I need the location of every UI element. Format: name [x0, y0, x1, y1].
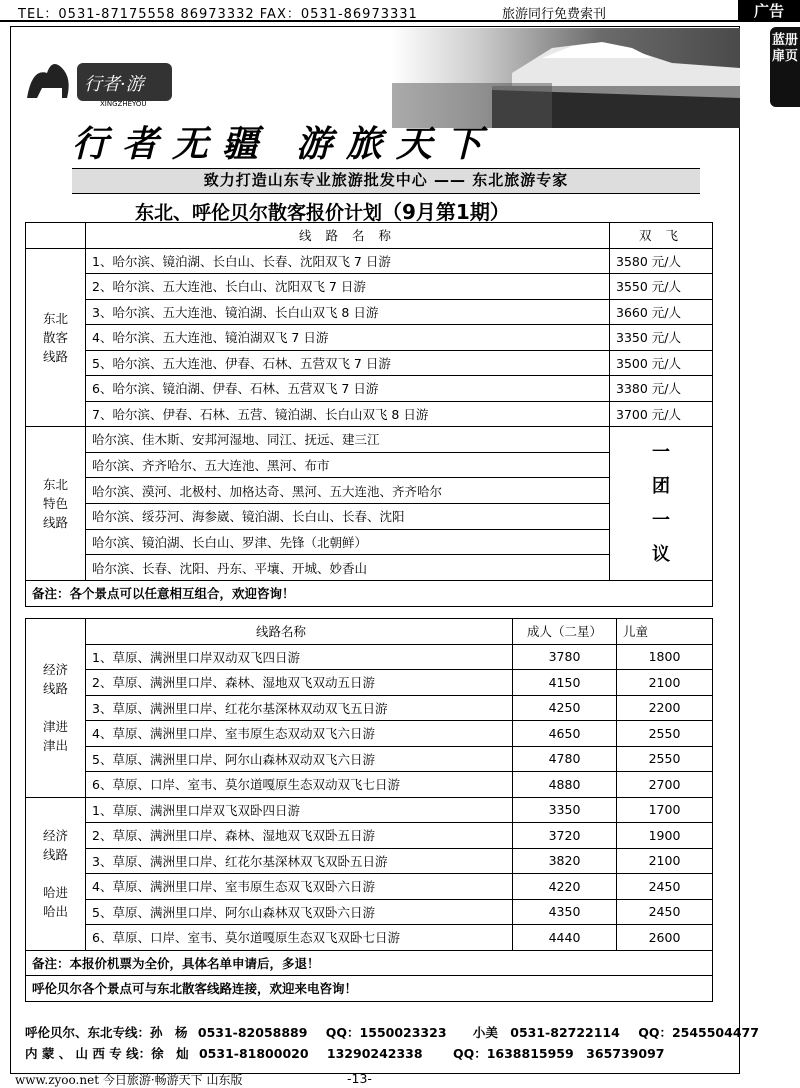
route-cell: 6、哈尔滨、镜泊湖、伊春、石林、五营双飞 7 日游 [86, 376, 610, 402]
note-connect: 呼伦贝尔各个景点可与东北散客线路连接，欢迎来电咨询！ [26, 976, 713, 1002]
route-cell: 2、草原、满洲里口岸、森林、湿地双飞双动五日游 [86, 670, 513, 696]
tagline: 致力打造山东专业旅游批发中心 —— 东北旅游专家 [72, 168, 700, 194]
table-row [26, 670, 713, 696]
table-row [26, 529, 713, 555]
child-price: 1900 [617, 823, 713, 849]
category-scattered: 东北 散客 线路 [26, 248, 86, 427]
price-cell: 3700 元/人 [610, 401, 713, 427]
route-cell: 5、草原、满洲里口岸、阿尔山森林双动双飞六日游 [86, 746, 513, 772]
adult-price: 4780 [513, 746, 617, 772]
child-price: 2550 [617, 721, 713, 747]
price-cell: 3380 元/人 [610, 376, 713, 402]
hulunbuir-price-table [25, 618, 713, 1002]
child-header: 儿童 [617, 619, 713, 645]
footer-contacts [25, 1022, 759, 1064]
category-harbin: 经济 线路 哈进 哈出 [26, 797, 86, 950]
price-cell: 3660 元/人 [610, 299, 713, 325]
svg-text:XINGZHEYOU: XINGZHEYOU [100, 100, 147, 108]
mobile-link[interactable]: 13290242338 [326, 1046, 423, 1061]
child-price: 2700 [617, 772, 713, 798]
table-row [26, 797, 713, 823]
route-cell: 4、草原、满洲里口岸、室韦原生态双飞双卧六日游 [86, 874, 513, 900]
child-price: 2550 [617, 746, 713, 772]
phone-link[interactable]: 0531-82058889 [197, 1025, 308, 1040]
adult-price: 4150 [513, 670, 617, 696]
adult-price: 4440 [513, 925, 617, 951]
adult-header: 成人（二星） [513, 619, 617, 645]
child-price: 2450 [617, 874, 713, 900]
table-row [26, 504, 713, 530]
route-cell: 5、草原、满洲里口岸、阿尔山森林双飞双卧六日游 [86, 899, 513, 925]
table-row [26, 644, 713, 670]
note-combine: 备注：各个景点可以任意相互组合，欢迎咨询！ [26, 581, 713, 607]
route-cell: 哈尔滨、佳木斯、安邦河湿地、同江、抚远、建三江 [86, 427, 610, 453]
table-header-row [26, 223, 713, 249]
contact-info: TEL：0531-87175558 86973332 FAX：0531-86973331 [18, 7, 418, 22]
top-bar [0, 0, 800, 22]
route-cell: 哈尔滨、齐齐哈尔、五大连池、黑河、布市 [86, 452, 610, 478]
table-title-issue: （9月第1期） [382, 200, 510, 224]
route-cell: 3、哈尔滨、五大连池、镜泊湖、长白山双飞 8 日游 [86, 299, 610, 325]
table-row [26, 248, 713, 274]
table-row [26, 899, 713, 925]
table-row [26, 325, 713, 351]
table-row [26, 376, 713, 402]
child-price: 2600 [617, 925, 713, 951]
category-tianjin: 经济 线路 津进 津出 [26, 619, 86, 798]
price-cell: 3350 元/人 [610, 325, 713, 351]
table-row [26, 299, 713, 325]
adult-price: 4650 [513, 721, 617, 747]
route-cell: 6、草原、口岸、室韦、莫尔道嘎原生态双飞双卧七日游 [86, 925, 513, 951]
negotiable-price: 一 团 一 议 [610, 427, 713, 581]
route-cell: 7、哈尔滨、伊春、石林、五营、镜泊湖、长白山双飞 8 日游 [86, 401, 610, 427]
adult-price: 3720 [513, 823, 617, 849]
table-row [26, 555, 713, 581]
price-cell: 3580 元/人 [610, 248, 713, 274]
table-row [26, 695, 713, 721]
side-tab: 蓝册扉页 [770, 27, 800, 107]
category-special: 东北 特色 线路 [26, 427, 86, 581]
route-cell: 哈尔滨、镜泊湖、长白山、罗津、先锋（北朝鲜） [86, 529, 610, 555]
route-header: 线 路 名 称 [86, 223, 610, 249]
route-cell: 5、哈尔滨、五大连池、伊春、石林、五营双飞 7 日游 [86, 350, 610, 376]
child-price: 2100 [617, 848, 713, 874]
table-row [26, 350, 713, 376]
adult-price: 4220 [513, 874, 617, 900]
camel-logo-icon [22, 48, 212, 108]
svg-text:行者·游: 行者·游 [84, 74, 144, 95]
child-price: 2100 [617, 670, 713, 696]
table-row [26, 478, 713, 504]
brand-slogan [72, 116, 496, 167]
adult-price: 3350 [513, 797, 617, 823]
landscape-photo [392, 28, 740, 128]
adult-price: 4880 [513, 772, 617, 798]
route-cell: 哈尔滨、绥芬河、海参崴、镜泊湖、长白山、长春、沈阳 [86, 504, 610, 530]
route-cell: 1、草原、满洲里口岸双飞双卧四日游 [86, 797, 513, 823]
route-cell: 哈尔滨、长春、沈阳、丹东、平壤、开城、妙香山 [86, 555, 610, 581]
mountain-lake-image [392, 28, 740, 128]
route-header: 线路名称 [86, 619, 513, 645]
note-row [26, 976, 713, 1002]
table-title-main: 东北、呼伦贝尔散客报价计划 [135, 202, 383, 224]
northeast-price-table [25, 222, 713, 607]
table-row [26, 721, 713, 747]
route-cell: 2、草原、满洲里口岸、森林、湿地双飞双卧五日游 [86, 823, 513, 849]
table-row [26, 427, 713, 453]
phone-link[interactable]: 0531-81800020 [198, 1046, 309, 1061]
note-fare: 备注：本报价机票为全价，具体名单申请后，多退！ [26, 950, 713, 976]
route-cell: 4、哈尔滨、五大连池、镜泊湖双飞 7 日游 [86, 325, 610, 351]
price-cell: 3550 元/人 [610, 274, 713, 300]
table-row [26, 848, 713, 874]
child-price: 2200 [617, 695, 713, 721]
slogan-left: 行者无疆 [72, 123, 273, 165]
note-row [26, 950, 713, 976]
table-header-row [26, 619, 713, 645]
route-cell: 哈尔滨、漠河、北极村、加格达奇、黑河、五大连池、齐齐哈尔 [86, 478, 610, 504]
contact-line-2: 内 蒙 、 山 西 专 线：徐 灿 0531-81800020 13290242338 QQ：1638815959 365739097 [25, 1043, 759, 1064]
route-cell: 1、哈尔滨、镜泊湖、长白山、长春、沈阳双飞 7 日游 [86, 248, 610, 274]
adult-price: 3820 [513, 848, 617, 874]
blank-header-cell [26, 223, 86, 249]
table-title [135, 196, 510, 225]
table-row [26, 823, 713, 849]
child-price: 1700 [617, 797, 713, 823]
table-row [26, 874, 713, 900]
route-cell: 1、草原、满洲里口岸双动双飞四日游 [86, 644, 513, 670]
table-row [26, 452, 713, 478]
contact-line-1: 呼伦贝尔、东北专线：孙 杨 0531-82058889 QQ：1550023323 小美 0531-82722114 QQ：2545504477 [25, 1022, 759, 1043]
child-price: 1800 [617, 644, 713, 670]
adult-price: 4250 [513, 695, 617, 721]
route-cell: 3、草原、满洲里口岸、红花尔基深林双动双飞五日游 [86, 695, 513, 721]
table-row [26, 401, 713, 427]
table-row [26, 925, 713, 951]
price-header: 双 飞 [610, 223, 713, 249]
table-row [26, 274, 713, 300]
site-footer: www.zyoo.net 今日旅游·畅游天下 山东版 [15, 1073, 243, 1087]
price-cell: 3500 元/人 [610, 350, 713, 376]
adult-price: 4350 [513, 899, 617, 925]
route-cell: 3、草原、满洲里口岸、红花尔基深林双飞双卧五日游 [86, 848, 513, 874]
note-row [26, 581, 713, 607]
header [12, 28, 740, 193]
adult-price: 3780 [513, 644, 617, 670]
child-price: 2450 [617, 899, 713, 925]
route-cell: 4、草原、满洲里口岸、室韦原生态双动双飞六日游 [86, 721, 513, 747]
page-number: -13- [347, 1071, 372, 1086]
free-catalog-slogan: 旅游同行免费索刊 [502, 7, 607, 22]
ad-tag: 广告 [738, 0, 800, 22]
slogan-right: 游旅天下 [296, 123, 497, 165]
phone-link[interactable]: 0531-82722114 [510, 1025, 620, 1040]
table-row [26, 772, 713, 798]
table-row [26, 746, 713, 772]
route-cell: 6、草原、口岸、室韦、莫尔道嘎原生态双动双飞七日游 [86, 772, 513, 798]
route-cell: 2、哈尔滨、五大连池、长白山、沈阳双飞 7 日游 [86, 274, 610, 300]
logo [22, 48, 212, 108]
